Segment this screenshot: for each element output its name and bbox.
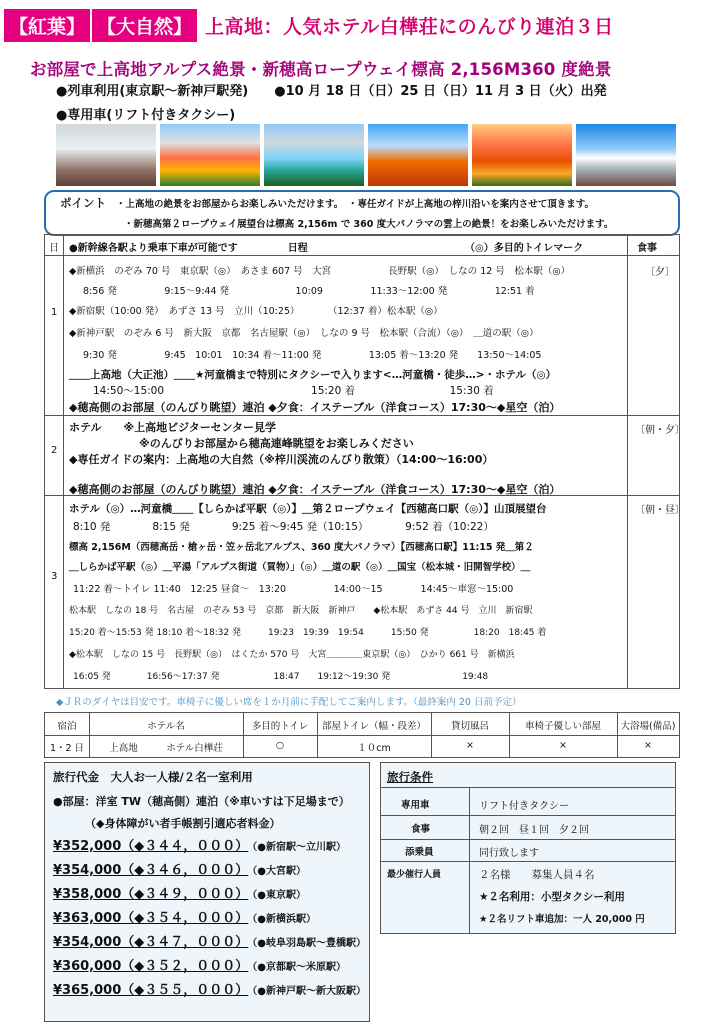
title-row xyxy=(4,8,614,42)
point-box xyxy=(44,190,680,236)
hotel-cell-private-bath: × xyxy=(466,740,474,751)
day2-line-3: ◆専任ガイドの案内：上高地の大自然（※梓川渓流のんびり散策）（14:00～16:00） xyxy=(69,453,494,466)
header-schedule: ●新幹線各駅より乗車下車が可能です 日程 xyxy=(69,243,308,254)
day2-line-2: ※のんびりお部屋から穂高連峰眺望をお楽しみください xyxy=(139,437,414,450)
price-box xyxy=(44,762,370,1022)
price-row xyxy=(53,835,346,854)
cond-note-1: ★２名利用：小型タクシー利用 xyxy=(479,891,625,903)
photo-autumn-mountain xyxy=(160,124,260,186)
day1-line-7: 14:50～15:00 15:20 着 15:30 着 xyxy=(93,385,494,397)
day1-line-8: ◆穂高側のお部屋（のんびり眺望）連泊 ◆夕食：イステーブル（洋食コース）17:30～◆星空（泊） xyxy=(69,401,561,414)
point-text-2: ・新穂高第２ロープウェイ展望台は標高 2,156m で 360 度大パノラマの雲上の絶景！をお楽しみいただけます。 xyxy=(124,219,614,230)
cond-label-minimum: 最少催行人員 xyxy=(387,870,442,880)
meal-day-1: 〔夕〕 xyxy=(645,267,675,278)
day-2: 2 xyxy=(51,445,58,456)
price-row xyxy=(53,883,306,902)
hotel-head-name: ホテル名 xyxy=(147,721,185,732)
cond-value-vehicle: リフト付きタクシー xyxy=(479,801,569,812)
price-row xyxy=(53,979,366,998)
tag-nature: 【大自然】 xyxy=(92,9,197,42)
day3-line-2: 8:10 発 8:15 発 9:25 着～9:45 発（10:15） 9:52 着（10:22） xyxy=(73,521,494,533)
day1-line-3: ◆新宿駅（10:00 発） あずさ 13 号 立川（10:25） （12:37 着）松本駅（◎） xyxy=(69,306,443,317)
hotel-head-bath: 大浴場(備品) xyxy=(620,721,676,732)
photo-strip xyxy=(56,124,676,186)
hotel-cell-toilet: ○ xyxy=(275,740,285,751)
hotel-head-wheelchair-room: 車椅子優しい部屋 xyxy=(524,721,601,732)
hotel-table xyxy=(44,712,680,758)
day3-line-4: ＿しらかば平駅（◎）＿平湯「アルプス街道（買物）」（◎）＿道の駅（◎）＿国宝（松本城・旧開智学校）＿ xyxy=(69,562,531,573)
day1-line-2: 8:56 発 9:15～9:44 発 10:09 11:33～12:00 発 12:51 着 xyxy=(83,286,535,297)
page-title: 上高地：人気ホテル白樺荘にのんびり連泊３日 xyxy=(205,15,614,38)
meal-day-3: 〔朝・昼〕 xyxy=(635,505,685,516)
price-value: ¥360,000（◆３５２，０００） xyxy=(53,959,249,974)
photo-hotel-room xyxy=(56,124,156,186)
day3-line-7: 15:20 着～15:53 発 18:10 着～18:32 発 19:23 19:39 19:54 15:50 発 18:20 18:45 着 xyxy=(69,628,547,638)
day3-line-3: 標高 2,156M（西穂高岳・槍ヶ岳・笠ヶ岳北アルプス、360 度大パノラマ）【西穂高口駅】11:15 発＿第２ xyxy=(69,542,534,553)
header-day: 日 xyxy=(49,243,59,254)
day1-line-4: ◆新神戸駅 のぞみ 6 号 新大阪 京都 名古屋駅（◎） しなの 9 号 松本駅（合流）（◎） ＿道の駅（◎） xyxy=(69,328,539,339)
cond-label-meals: 食事 xyxy=(411,824,431,835)
conditions-box xyxy=(380,762,676,934)
photo-ropeway xyxy=(368,124,468,186)
price-station: （●大宮駅） xyxy=(252,866,306,877)
price-station: （●岐阜羽島駅～豊橋駅） xyxy=(252,938,366,949)
hotel-head-stay: 宿泊 xyxy=(57,721,77,732)
hotel-cell-stay: 1・2 日 xyxy=(49,743,85,754)
day-3: 3 xyxy=(51,571,58,582)
conditions-title: 旅行条件 xyxy=(387,770,433,784)
tag-autumn: 【紅葉】 xyxy=(4,9,90,42)
price-station: （●新神戸駅～新大阪駅） xyxy=(252,986,366,997)
meal-day-2: 〔朝・夕〕 xyxy=(635,425,685,436)
day1-line-5: 9:30 発 9:45 10:01 10:34 着～11:00 発 13:05 着～13:20 発 13:50～14:05 xyxy=(83,350,542,361)
price-discount: （◆身体障がい者手帳割引適応者料金） xyxy=(85,817,281,830)
price-station: （●東京駅） xyxy=(252,890,306,901)
hotel-head-room-toilet: 部屋トイレ（幅・段差） xyxy=(321,721,427,732)
day3-line-5: 11:22 着～トイレ 11:40 12:25 昼食～ 13:20 14:00～15 14:45～車窓～15:00 xyxy=(73,584,514,595)
vehicle-info: ●専用車(リフト付きタクシー) xyxy=(56,108,236,123)
price-title: 旅行代金 大人お一人様/２名一室利用 xyxy=(53,770,253,784)
departure-info: ●列車利用(東京駅～新神戸駅発) ●10 月 18 日（日）25 日（日）11 月 3 日（火）出発 xyxy=(56,84,607,99)
photo-snow-peaks xyxy=(576,124,676,186)
day3-line-6: 松本駅 しなの 18 号 名古屋 のぞみ 53 号 京都 新大阪 新神戸 ◆松本駅 あずさ 44 号 立川 新宿駅 xyxy=(69,606,533,616)
price-value: ¥354,000（◆３４６，０００） xyxy=(53,863,249,878)
hotel-cell-wheelchair-room: × xyxy=(559,740,567,751)
hotel-cell-bath: × xyxy=(644,740,652,751)
price-value: ¥358,000（◆３４９，０００） xyxy=(53,887,249,902)
price-value: ¥354,000（◆３４７，０００） xyxy=(53,935,249,950)
day1-line-1: ◆新横浜 のぞみ 70 号 東京駅（◎） あさま 607 号 大宮 長野駅（◎） しなの 12 号 松本駅（◎） xyxy=(69,266,571,277)
price-row xyxy=(53,955,346,974)
day3-line-1: ホテル（◎）…河童橋＿＿【しらかば平駅（◎）】＿第２ロープウェイ【西穂高口駅（◎）】山頂展望台 xyxy=(69,503,547,515)
price-station: （●新横浜駅） xyxy=(252,914,316,925)
cond-label-escort: 添乗員 xyxy=(405,847,434,858)
point-text-1: ・上高地の絶景をお部屋からお楽しみいただけます。 ・専任ガイドが上高地の梓川沿いを案内させて頂きます。 xyxy=(116,199,594,210)
cond-value-meals: 朝２回 昼１回 夕２回 xyxy=(479,825,589,836)
photo-foliage xyxy=(472,124,572,186)
price-station: （●新宿駅～立川駅） xyxy=(252,842,346,853)
day1-line-6: ＿＿上高地（大正池）＿＿★河童橋まで特別にタクシーで入ります<…河童橋・徒歩…>・ホテル（◎） xyxy=(69,369,557,381)
day2-line-4: ◆穂高側のお部屋（のんびり眺望）連泊 ◆夕食：イステーブル（洋食コース）17:30～◆星空（泊） xyxy=(69,483,561,496)
price-row xyxy=(53,931,366,950)
price-station: （●京都駅～米原駅） xyxy=(252,962,346,973)
hotel-cell-room-toilet: １０cm xyxy=(357,743,391,754)
hotel-cell-name: 上高地 ホテル白樺荘 xyxy=(109,743,223,754)
cond-value-escort: 同行致します xyxy=(479,848,539,859)
header-toilet-mark: （◎）多目的トイレマーク xyxy=(465,243,584,254)
price-row xyxy=(53,907,316,926)
price-value: ¥365,000（◆３５５，０００） xyxy=(53,983,249,998)
jr-note: ◆ＪＲのダイヤは目安です。車椅子に優しい席を１か月前に手配してご案内します。（最終案内 20 日前予定） xyxy=(56,697,522,708)
price-room: ●部屋：洋室 TW（穂高側）連泊（※車いすは下足場まで） xyxy=(53,795,350,808)
header-meal: 食事 xyxy=(637,243,657,254)
price-value: ¥363,000（◆３５４，０００） xyxy=(53,911,249,926)
itinerary-table xyxy=(44,234,685,689)
day3-line-9: 16:05 発 16:56～17:37 発 18:47 19:12～19:30 発 19:48 xyxy=(73,672,489,682)
day-1: 1 xyxy=(51,307,58,318)
day3-line-8: ◆松本駅 しなの 15 号 長野駅（◎） はくたか 570 号 大宮＿＿＿＿東京駅（◎） ひかり 661 号 新横浜 xyxy=(69,650,515,660)
cond-label-vehicle: 専用車 xyxy=(401,800,430,811)
price-row xyxy=(53,859,306,878)
cond-value-minimum: ２名様 募集人員４名 xyxy=(479,869,595,881)
point-label: ポイント xyxy=(60,196,106,210)
day2-line-1: ホテル ※上高地ビジターセンター見学 xyxy=(69,421,277,434)
photo-pond xyxy=(264,124,364,186)
hotel-head-toilet: 多目的トイレ xyxy=(251,721,309,732)
cond-note-2: ★２名リフト車追加：一人 20,000 円 xyxy=(479,914,645,925)
price-value: ¥352,000（◆３４４，０００） xyxy=(53,839,249,854)
hotel-head-private-bath: 貸切風呂 xyxy=(450,721,489,732)
page-subtitle: お部屋で上高地アルプス絶景・新穂高ロープウェイ標高 2,156M360 度絶景 xyxy=(30,60,612,79)
